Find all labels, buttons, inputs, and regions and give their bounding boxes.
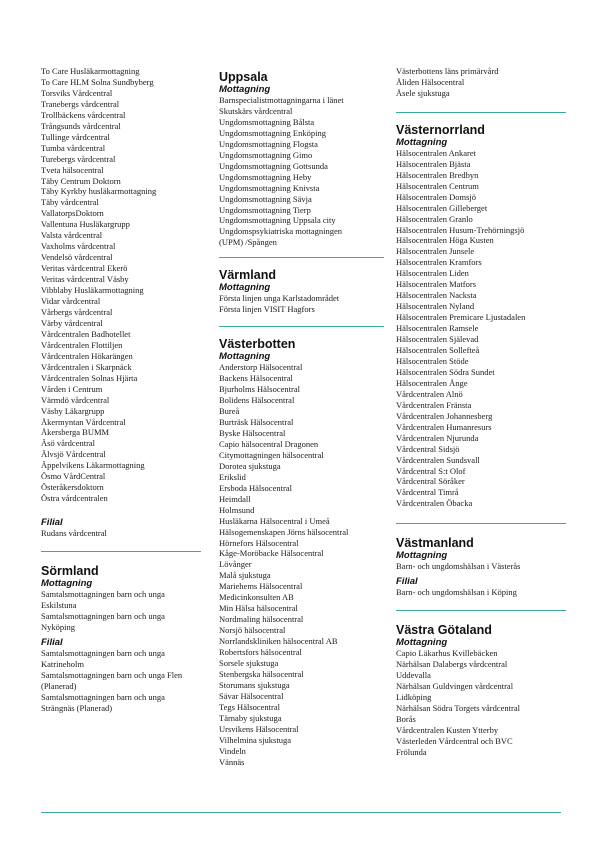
list-item: Äsö vårdcentral bbox=[41, 438, 96, 449]
list-item: Vårbergs vårdcentral bbox=[41, 306, 113, 317]
list-item: Åkersberga BUMM bbox=[41, 427, 110, 438]
list-item: Eskilstuna bbox=[41, 600, 77, 611]
column-right bbox=[396, 66, 566, 758]
section-divider bbox=[396, 112, 566, 113]
region-heading-vastra-gotaland: Västra Götaland bbox=[396, 623, 492, 638]
list-item: Ursvikens Hälsocentral bbox=[219, 723, 299, 734]
list-item: Dorotea sjukstuga bbox=[219, 460, 281, 471]
list-item: Närhälsan Guldvingen vårdcentral bbox=[396, 681, 514, 692]
subheading-mottagning: Mottagning bbox=[219, 282, 271, 294]
list-item: Vårdcentralen Sundsvall bbox=[396, 454, 480, 465]
list-item: Erikslid bbox=[219, 471, 246, 482]
region-heading-vasterbotten: Västerbotten bbox=[219, 337, 296, 352]
list-item: Åkermyntan Vårdcentral bbox=[41, 416, 126, 427]
column-left bbox=[41, 66, 201, 714]
list-item: Ungdomsmottagning Bålsta bbox=[219, 116, 315, 127]
list-item: Malå sjukstuga bbox=[219, 570, 271, 581]
clinic-list bbox=[396, 587, 566, 598]
list-item: Vårdcentralen Fränsta bbox=[396, 399, 472, 410]
list-item: Hälsocentralen Junsele bbox=[396, 246, 475, 257]
list-item: Robertsfors hälsocentral bbox=[219, 647, 302, 658]
list-item: Stenbergska hälsocentral bbox=[219, 668, 304, 679]
list-item: (UPM) /Spången bbox=[219, 237, 277, 248]
list-item: Samtalsmottagningen barn och unga bbox=[41, 589, 165, 600]
list-item: Katrineholm bbox=[41, 658, 84, 669]
list-item: Ösmo VårdCentral bbox=[41, 471, 106, 482]
list-item: Anderstorp Hälsocentral bbox=[219, 362, 303, 373]
list-item: Sorsele sjukstuga bbox=[219, 657, 279, 668]
list-item: Vårdcentralen Flottiljen bbox=[41, 339, 123, 350]
list-item: Ungdomsmottagning Flogsta bbox=[219, 138, 318, 149]
list-item: Vendelsö vårdcentral bbox=[41, 252, 113, 263]
list-item: Hälsocentralen Husum-Trehörningsjö bbox=[396, 224, 525, 235]
subheading-mottagning: Mottagning bbox=[219, 84, 271, 95]
list-item: Heimdall bbox=[219, 493, 251, 504]
list-item: Hälsocentralen Sollefteå bbox=[396, 345, 480, 356]
list-item: Hälsocentralen Bredbyn bbox=[396, 169, 479, 180]
list-item: Vården i Centrum bbox=[41, 383, 103, 394]
list-item: Trollbäckens vårdcentral bbox=[41, 109, 126, 120]
clinic-list bbox=[41, 66, 201, 504]
list-item: Vårdcentralen Kusten Ytterby bbox=[396, 724, 499, 735]
list-item: VallatorpsDoktorn bbox=[41, 208, 104, 219]
section-divider bbox=[396, 610, 566, 611]
subheading-filial: Filial bbox=[41, 636, 63, 648]
list-item: Ersboda Hälsocentral bbox=[219, 482, 292, 493]
list-item: Vårdcentralen Alnö bbox=[396, 388, 463, 399]
list-item: Barnspecialistmottagningarna i länet bbox=[219, 95, 344, 105]
list-item: Ungdomspsykiatriska mottagningen bbox=[219, 226, 343, 237]
clinic-list bbox=[396, 648, 566, 758]
list-item: Tullinge vårdcentral bbox=[41, 131, 110, 142]
list-item: Första linjen unga Karlstadområdet bbox=[219, 293, 340, 304]
list-item: Vaxholms vårdcentral bbox=[41, 241, 116, 252]
list-item: Ungdomsmottagning Uppsala city bbox=[219, 215, 336, 226]
list-item: Ungdomsmottagning Gimo bbox=[219, 149, 313, 160]
list-item: Barn- och ungdomshälsan i Västerås bbox=[396, 561, 521, 572]
list-item: Vårdcentralen Johannesberg bbox=[396, 410, 493, 421]
list-item: Backens Hälsocentral bbox=[219, 373, 293, 384]
list-item: Täby Kyrkby husläkarmottagning bbox=[41, 186, 157, 197]
list-item: Vidar vårdcentral bbox=[41, 296, 101, 307]
list-item: Vårdcentralen Njurunda bbox=[396, 432, 479, 443]
clinic-list bbox=[396, 148, 566, 509]
list-item: Hälsocentralen Nacksta bbox=[396, 290, 477, 301]
section-divider bbox=[219, 326, 384, 327]
clinic-list bbox=[219, 95, 384, 248]
subheading-mottagning: Mottagning bbox=[219, 351, 271, 363]
subheading-mottagning: Mottagning bbox=[396, 637, 448, 649]
list-item: Bureå bbox=[219, 406, 240, 417]
filial-heading: Filial bbox=[41, 517, 63, 529]
subheading-filial: Filial bbox=[396, 576, 418, 588]
list-item: Värby vårdcentral bbox=[41, 317, 103, 328]
list-item: (Planerad) bbox=[41, 680, 77, 691]
list-item: Hälsocentralen Domsjö bbox=[396, 191, 477, 202]
list-item: Samtalsmottagningen barn och unga Flen bbox=[41, 669, 183, 680]
list-item: Hälsocentralen Nyland bbox=[396, 301, 475, 312]
list-item: To Care Husläkarmottagning bbox=[41, 66, 140, 76]
list-item: Tärnaby sjukstuga bbox=[219, 712, 282, 723]
list-item: Vårdcentral Söråker bbox=[396, 476, 465, 487]
list-item: Hälsocentralen Ramsele bbox=[396, 323, 479, 334]
list-item: Hälsocentralen Centrum bbox=[396, 180, 479, 191]
list-item: Tranebergs vårdcentral bbox=[41, 98, 120, 109]
clinic-list bbox=[41, 589, 201, 633]
section-divider bbox=[219, 257, 384, 258]
list-item: Vännäs bbox=[219, 756, 245, 767]
clinic-list bbox=[219, 293, 384, 315]
list-item: Värmdö vårdcentral bbox=[41, 394, 110, 405]
clinic-list bbox=[219, 362, 384, 767]
list-item: Älvsjö Vårdcentral bbox=[41, 449, 106, 460]
list-item: Täby vårdcentral bbox=[41, 197, 99, 208]
list-item: Hälsocentralen Liden bbox=[396, 268, 469, 279]
column-middle bbox=[219, 66, 384, 768]
list-item: Veritas vårdcentral Väsby bbox=[41, 274, 129, 285]
list-item: Barn- och ungdomshälsan i Köping bbox=[396, 587, 517, 598]
list-item: Vallentuna Husläkargrupp bbox=[41, 219, 130, 230]
list-item: Burträsk Hälsocentral bbox=[219, 417, 294, 428]
list-item: Veritas vårdcentral Ekerö bbox=[41, 263, 128, 274]
list-item: Hörnefors Hälsocentral bbox=[219, 537, 299, 548]
list-item: Tegs Hälsocentral bbox=[219, 701, 281, 712]
list-item: Hälsocentralen Granlo bbox=[396, 213, 473, 224]
subheading-mottagning: Mottagning bbox=[396, 136, 448, 148]
clinic-list bbox=[396, 561, 566, 572]
list-item: Vårdcentralen Hökarängen bbox=[41, 350, 133, 361]
list-item: Borås bbox=[396, 713, 416, 724]
list-item: Medicinkonsulten AB bbox=[219, 592, 294, 603]
section-divider bbox=[41, 551, 201, 552]
list-item: Bolidens Hälsocentral bbox=[219, 395, 295, 406]
list-item: Åliden Hälsocentral bbox=[396, 76, 465, 87]
list-item: Frölunda bbox=[396, 746, 427, 757]
list-item: Sävar Hälsocentral bbox=[219, 690, 284, 701]
list-item: Åsele sjukstuga bbox=[396, 87, 450, 98]
list-item: Samtalsmottagningen barn och unga bbox=[41, 647, 165, 658]
list-item: Nordmaling hälsocentral bbox=[219, 614, 304, 625]
list-item: Citymottagningen hälsocentral bbox=[219, 449, 324, 460]
list-item: Holmsund bbox=[219, 504, 255, 515]
section-divider bbox=[396, 523, 566, 524]
list-item: Hälsocentralen Södra Sundet bbox=[396, 366, 495, 377]
list-item: Hälsocentralen Premicare Ljustadalen bbox=[396, 312, 526, 323]
list-item: Vårdcentralen Öbacka bbox=[396, 498, 473, 509]
list-item: Vårdcentral Timrå bbox=[396, 487, 459, 498]
list-item: Vilhelmina sjukstuga bbox=[219, 734, 291, 745]
list-item: Hälsocentralen Höga Kusten bbox=[396, 235, 494, 246]
list-item: Kåge-Moröbacke Hälsocentral bbox=[219, 548, 324, 559]
list-item: Min Hälsa hälsocentral bbox=[219, 603, 298, 614]
list-item: Vårdcentralen i Skarpnäck bbox=[41, 361, 132, 372]
list-item: Hälsocentralen Stöde bbox=[396, 355, 469, 366]
region-heading-vastmanland: Västmanland bbox=[396, 536, 474, 551]
list-item: Norrlandskliniken hälsocentral AB bbox=[219, 636, 338, 647]
list-item: Husläkarna Hälsocentral i Umeå bbox=[219, 515, 330, 526]
list-item: Ungdomsmottagning Gottsunda bbox=[219, 160, 328, 171]
list-item: Täby Centrum Doktorn bbox=[41, 175, 121, 186]
list-item: Nyköping bbox=[41, 621, 75, 632]
list-item: Vårdcentral Sidsjö bbox=[396, 443, 460, 454]
list-item: Östra vårdcentralen bbox=[41, 493, 108, 504]
list-item: Hälsocentralen Själevad bbox=[396, 334, 479, 345]
list-item: Hälsocentralen Ankaret bbox=[396, 147, 477, 158]
list-item: Ungdomsmottagning Heby bbox=[219, 171, 312, 182]
list-item: Västerleden Vårdcentral och BVC bbox=[396, 735, 513, 746]
list-item: Hälsogemenskapen Jörns hälsocentral bbox=[219, 526, 349, 537]
list-item: Lövånger bbox=[219, 559, 252, 570]
list-item: Väsby Läkargrupp bbox=[41, 405, 105, 416]
list-item: Vårdcentral S:t Olof bbox=[396, 465, 466, 476]
list-item: Samtalsmottagningen barn och unga bbox=[41, 610, 165, 621]
list-item: Lidköping bbox=[396, 692, 432, 703]
list-item: Ungdomsmottagning Knivsta bbox=[219, 182, 320, 193]
list-item: Skutskärs vårdcentral bbox=[219, 105, 293, 116]
list-item: Storumans sjukstuga bbox=[219, 679, 290, 690]
subheading-mottagning: Mottagning bbox=[396, 550, 448, 562]
clinic-list bbox=[396, 66, 566, 99]
subheading-mottagning: Mottagning bbox=[41, 578, 93, 590]
list-item: Tumba vårdcentral bbox=[41, 142, 106, 153]
list-item: Hälsocentralen Kramfors bbox=[396, 257, 482, 268]
list-item: Vårdcentralen Badhotellet bbox=[41, 328, 131, 339]
list-item: Ungdomsmottagning Tierp bbox=[219, 204, 311, 215]
list-item: Mariehems Hälsocentral bbox=[219, 581, 303, 592]
list-item: Närhälsan Södra Torgets vårdcentral bbox=[396, 702, 520, 713]
list-item: Norsjö hälsocentral bbox=[219, 625, 286, 636]
list-item: Uddevalla bbox=[396, 670, 431, 681]
list-item: Torsviks Vårdcentral bbox=[41, 87, 113, 98]
footer-divider bbox=[41, 812, 561, 813]
list-item: Strängnäs (Planerad) bbox=[41, 702, 113, 713]
list-item: Turebergs vårdcentral bbox=[41, 153, 116, 164]
list-item: Första linjen VISIT Hagfors bbox=[219, 304, 315, 315]
list-item: Vårdcentralen Solnas Hjärta bbox=[41, 372, 138, 383]
list-item: Närhälsan Dalabergs vårdcentral bbox=[396, 659, 508, 670]
list-item: Bjurholms Hälsocentral bbox=[219, 384, 300, 395]
list-item: Vindeln bbox=[219, 745, 246, 756]
list-item: Hälsocentralen Matfors bbox=[396, 279, 477, 290]
region-heading-sormland: Sörmland bbox=[41, 564, 99, 579]
list-item: Byske Hälsocentral bbox=[219, 427, 286, 438]
list-item: Trångsunds vårdcentral bbox=[41, 120, 121, 131]
list-item: To Care HLM Solna Sundbyberg bbox=[41, 76, 154, 87]
list-item: Vibblaby Husläkarmottagning bbox=[41, 285, 144, 296]
list-item: Rudans vårdcentral bbox=[41, 528, 107, 539]
list-item: Västerbottens läns primärvård bbox=[396, 66, 499, 76]
clinic-list bbox=[41, 648, 201, 714]
list-item: Österåkersdoktorn bbox=[41, 482, 104, 493]
list-item: Valsta vårdcentral bbox=[41, 230, 103, 241]
list-item: Ungdomsmottagning Sävja bbox=[219, 193, 312, 204]
region-heading-vasternorrland: Västernorrland bbox=[396, 122, 485, 137]
region-heading-varmland: Värmland bbox=[219, 268, 276, 283]
list-item: Äppelvikens Läkarmottagning bbox=[41, 460, 145, 471]
list-item: Ungdomsmottagning Enköping bbox=[219, 127, 326, 138]
list-item: Hälsocentralen Ånge bbox=[396, 377, 468, 388]
list-item: Tveta hälsocentral bbox=[41, 164, 104, 175]
list-item: Hälsocentralen Gilleberget bbox=[396, 202, 488, 213]
list-item: Capio hälsocentral Dragonen bbox=[219, 438, 319, 449]
list-item: Hälsocentralen Bjästa bbox=[396, 158, 471, 169]
list-item: Vårdcentralen Humanresurs bbox=[396, 421, 492, 432]
list-item: Capio Läkarhus Kvillebäcken bbox=[396, 648, 498, 659]
clinic-list bbox=[41, 528, 201, 539]
list-item: Samtalsmottagningen barn och unga bbox=[41, 691, 165, 702]
region-heading-uppsala: Uppsala bbox=[219, 70, 268, 84]
